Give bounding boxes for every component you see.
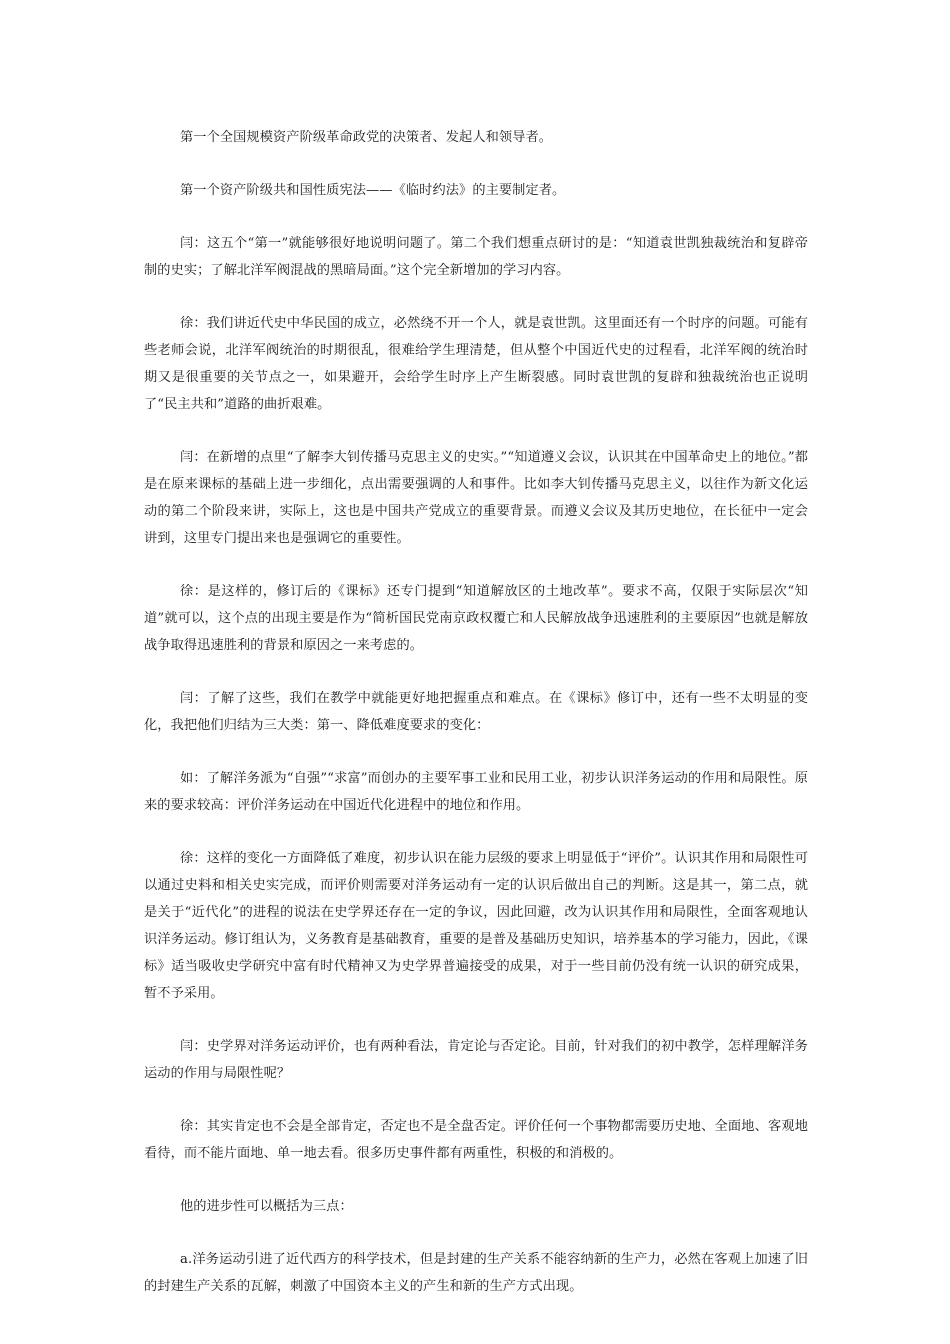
paragraph-13: a.洋务运动引进了近代西方的科学技术，但是封建的生产关系不能容纳新的生产力，必然在客观上加速了旧的封建生产关系的瓦解，刺激了中国资本主义的产生和新的生产方式出现。 [144,1252,808,1294]
document-body [144,124,808,1326]
paragraph-4: 徐：我们讲近代史中华民国的成立，必然绕不开一个人，就是袁世凯。这里面还有一个时序的问题。可能有些老师会说，北洋军阀统治的时期很乱，很难给学生理清楚，但从整个中国近代史的过程看，北洋军阀的统治时期又是很重要的关节点之一，如果避开，会给学生时序上产生断裂感。同时袁世凯的复辟和独裁统治也正说明了“民主共和”道路的曲折艰难。 [144,316,808,412]
paragraph-8: 如：了解洋务派为“自强”“求富”而创办的主要军事工业和民用工业，初步认识洋务运动的作用和局限性。原来的要求较高：评价洋务运动在中国近代化进程中的地位和作用。 [144,771,808,813]
paragraph-6: 徐：是这样的，修订后的《课标》还专门提到“知道解放区的土地改革”。要求不高，仅限于实际层次“知道”就可以，这个点的出现主要是作为“简析国民党南京政权覆亡和人民解放战争迅速胜利的主要原因”也就是解放战争取得迅速胜利的背景和原因之一来考虑的。 [144,584,808,653]
paragraph-1: 第一个全国规模资产阶级革命政党的决策者、发起人和领导者。 [180,130,553,145]
paragraph-12: 他的进步性可以概括为三点： [180,1199,353,1214]
paragraph-3: 闫：这五个“第一”就能够很好地说明问题了。第二个我们想重点研讨的是：“知道袁世凯独裁统治和复辟帝制的史实；了解北洋军阀混战的黑暗局面。”这个完全新增加的学习内容。 [144,236,808,278]
paragraph-2: 第一个资产阶级共和国性质宪法——《临时约法》的主要制定者。 [180,183,566,198]
paragraph-10: 闫：史学界对洋务运动评价，也有两种看法，肯定论与否定论。目前，针对我们的初中教学，怎样理解洋务运动的作用与局限性呢？ [144,1039,808,1081]
paragraph-9: 徐：这样的变化一方面降低了难度，初步认识在能力层级的要求上明显低于“评价”。认识其作用和局限性可以通过史料和相关史实完成，而评价则需要对洋务运动有一定的认识后做出自己的判断。这是其一，第二点，就是关于“近代化”的进程的说法在史学界还存在一定的争议，因此回避，改为认识其作用和局限性，全面客观地认识洋务运动。修订组认为，义务教育是基础教育，重要的是普及基础历史知识，培养基本的学习能力，因此，《课标》适当吸收史学研究中富有时代精神又为史学界普遍接受的成果，对于一些目前仍没有统一认识的研究成果，暂不予采用。 [144,851,808,1001]
paragraph-11: 徐：其实肯定也不会是全部肯定，否定也不是全盘否定。评价任何一个事物都需要历史地、全面地、客观地看待，而不能片面地、单一地去看。很多历史事件都有两重性，积极的和消极的。 [144,1119,808,1161]
paragraph-7: 闫：了解了这些，我们在教学中就能更好地把握重点和难点。在《课标》修订中，还有一些不太明显的变化，我把他们归结为三大类：第一、降低难度要求的变化： [144,691,808,733]
paragraph-5: 闫：在新增的点里“了解李大钊传播马克思主义的史实。”“知道遵义会议，认识其在中国革命史上的地位。”都是在原来课标的基础上进一步细化，点出需要强调的人和事件。比如李大钊传播马克思主义，以往作为新文化运动的第二个阶段来讲，实际上，这也是中国共产党成立的重要背景。而遵义会议及其历史地位，在长征中一定会讲到，这里专门提出来也是强调它的重要性。 [144,450,808,546]
